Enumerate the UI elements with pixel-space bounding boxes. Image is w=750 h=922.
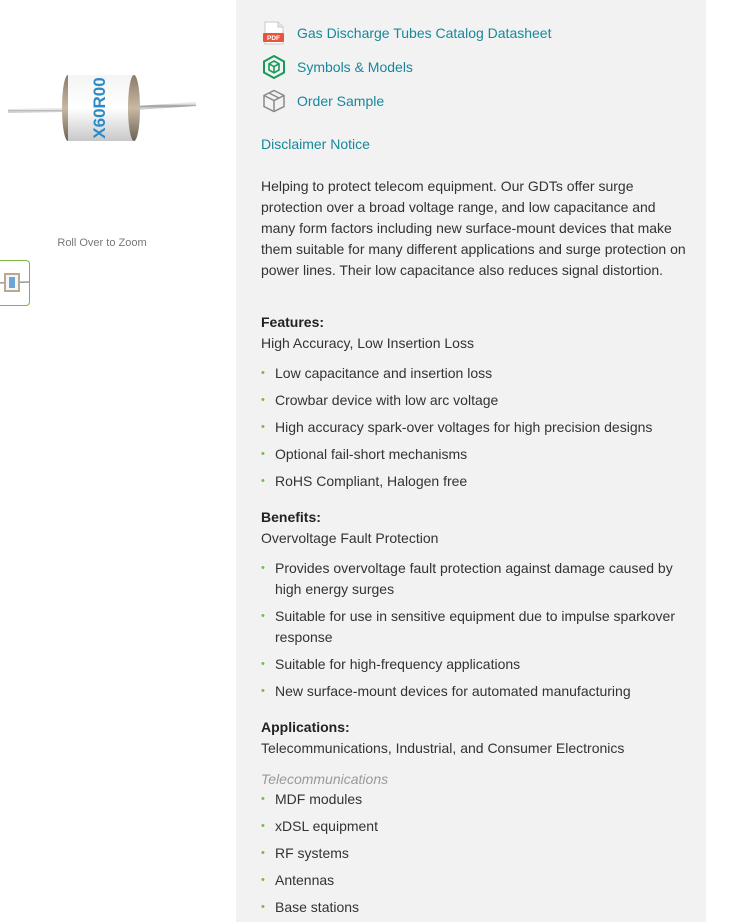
applications-category: Telecommunications	[261, 771, 389, 787]
features-heading: Features:	[261, 314, 325, 330]
order-sample-link[interactable]	[261, 87, 384, 115]
list-item: • Suitable for high-frequency applications	[261, 654, 691, 675]
list-item: • RF systems	[261, 843, 691, 864]
list-item: • Crowbar device with low arc voltage	[261, 390, 691, 411]
benefits-subheading: Overvoltage Fault Protection	[261, 530, 439, 546]
applications-list	[261, 789, 691, 918]
zoom-hint: Roll Over to Zoom	[57, 237, 147, 249]
cube-icon	[261, 54, 287, 80]
list-item: • Provides overvoltage fault protection against damage caused by high energy surges	[261, 558, 691, 600]
thumbnail[interactable]	[0, 260, 30, 306]
datasheet-link-label[interactable]: Gas Discharge Tubes Catalog Datasheet	[297, 25, 552, 41]
list-item: • Optional fail-short mechanisms	[261, 444, 691, 465]
benefits-list	[261, 558, 691, 702]
list-item: • MDF modules	[261, 789, 691, 810]
product-gallery	[0, 0, 236, 922]
list-item: • Antennas	[261, 870, 691, 891]
product-image[interactable]	[6, 66, 202, 158]
datasheet-link[interactable]	[261, 19, 551, 47]
features-list	[261, 363, 691, 492]
product-description: Helping to protect telecom equipment. Our GDTs offer surge protection over a broad voltage range, and low capacitance and many form factors including new surface-mount devices that make them suitable for many different applications and surge protection on power lines. Their low capacitance also reduces signal distortion.	[261, 178, 686, 278]
applications-heading: Applications:	[261, 719, 350, 735]
list-item: • High accuracy spark-over voltages for high precision designs	[261, 417, 691, 438]
applications-subheading: Telecommunications, Industrial, and Consumer Electronics	[261, 740, 625, 756]
list-item: • RoHS Compliant, Halogen free	[261, 471, 691, 492]
device-marking: X60R00	[90, 77, 109, 139]
pdf-icon	[261, 20, 287, 46]
symbols-models-link[interactable]	[261, 53, 413, 81]
details-panel	[236, 0, 706, 922]
benefits-heading: Benefits:	[261, 509, 321, 525]
list-item: • New surface-mount devices for automated manufacturing	[261, 681, 691, 702]
svg-text:PDF: PDF	[267, 35, 280, 42]
order-sample-label[interactable]: Order Sample	[297, 93, 385, 109]
features-subheading: High Accuracy, Low Insertion Loss	[261, 335, 474, 351]
list-item: • xDSL equipment	[261, 816, 691, 837]
list-item: • Base stations	[261, 897, 691, 918]
symbols-models-label[interactable]: Symbols & Models	[297, 59, 413, 75]
list-item: • Low capacitance and insertion loss	[261, 363, 691, 384]
list-item: • Suitable for use in sensitive equipment due to impulse sparkover response	[261, 606, 691, 648]
box-icon	[261, 88, 287, 114]
disclaimer-link[interactable]: Disclaimer Notice	[261, 136, 370, 152]
